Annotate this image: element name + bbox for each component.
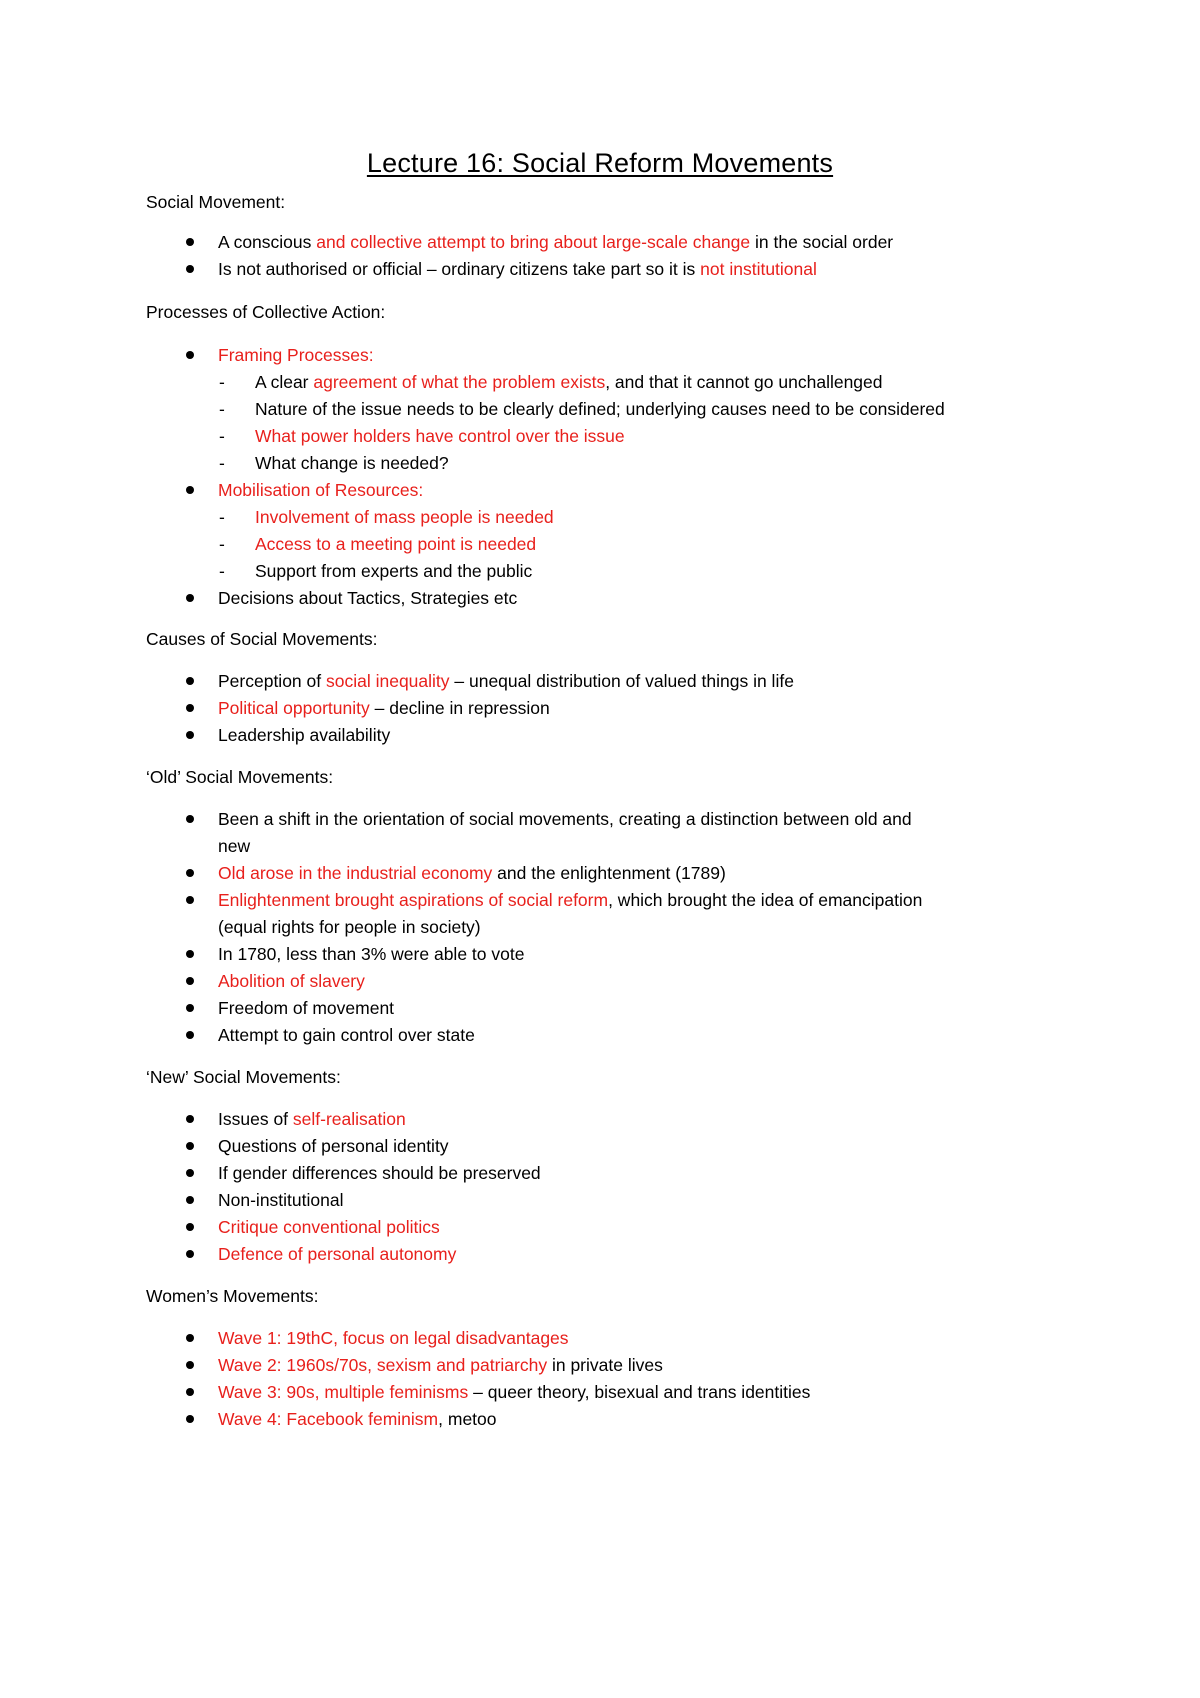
bullet-icon (186, 238, 194, 246)
list-item (218, 1161, 541, 1185)
highlighted-text: Wave 3: 90s, multiple feminisms (218, 1382, 469, 1402)
item-text: , and that it cannot go unchallenged (605, 372, 883, 392)
highlighted-text: and collective attempt to bring about large-scale change (316, 232, 751, 252)
highlighted-text: Defence of personal autonomy (218, 1244, 457, 1264)
list-item (218, 807, 912, 831)
list-item (218, 1353, 663, 1377)
section-heading: ‘Old’ Social Movements: (146, 767, 334, 787)
bullet-icon (186, 977, 194, 985)
bullet-icon (186, 1334, 194, 1342)
bullet-icon (186, 1361, 194, 1369)
section-heading: Causes of Social Movements: (146, 629, 378, 649)
list-item (218, 1380, 810, 1404)
item-text: A clear (255, 372, 314, 392)
dash-marker: - (219, 426, 225, 446)
highlighted-text: Wave 2: 1960s/70s, sexism and patriarchy (218, 1355, 548, 1375)
section-heading: Social Movement: (146, 192, 286, 212)
item-text: in private lives (547, 1355, 663, 1375)
list-item (255, 505, 554, 529)
highlighted-text: self-realisation (292, 1109, 406, 1129)
highlighted-text: Mobilisation of Resources: (218, 480, 424, 500)
list-item (218, 696, 550, 720)
dash-marker: - (219, 507, 225, 527)
highlighted-text: agreement of what the problem exists (313, 372, 606, 392)
section-heading: Processes of Collective Action: (146, 302, 386, 322)
list-item (218, 478, 423, 502)
bullet-icon (186, 1415, 194, 1423)
bullet-icon (186, 896, 194, 904)
item-text: and the enlightenment (1789) (492, 863, 726, 883)
item-text: – decline in repression (369, 698, 550, 718)
list-item (218, 257, 817, 281)
list-item (218, 1107, 406, 1131)
item-text: Freedom of movement (218, 998, 395, 1018)
dash-marker: - (219, 534, 225, 554)
bullet-icon (186, 1115, 194, 1123)
list-item (218, 1215, 440, 1239)
bullet-icon (186, 1388, 194, 1396)
highlighted-text: Critique conventional politics (218, 1217, 440, 1237)
item-text: new (218, 836, 251, 856)
highlighted-text: Access to a meeting point is needed (255, 534, 537, 554)
item-text: What change is needed? (255, 453, 449, 473)
bullet-icon (186, 950, 194, 958)
item-text: (equal rights for people in society) (218, 917, 481, 937)
dash-marker: - (219, 561, 225, 581)
list-item (255, 424, 625, 448)
item-text: Non-institutional (218, 1190, 344, 1210)
dash-marker: - (219, 372, 225, 392)
bullet-icon (186, 1142, 194, 1150)
item-text: If gender differences should be preserved (218, 1163, 541, 1183)
list-item (218, 1242, 456, 1266)
item-text: Decisions about Tactics, Strategies etc (218, 588, 518, 608)
item-text: Questions of personal identity (218, 1136, 449, 1156)
list-item (218, 723, 390, 747)
item-text: Nature of the issue needs to be clearly defined; underlying causes need to be considered (255, 399, 945, 419)
highlighted-text: social inequality (325, 671, 450, 691)
bullet-icon (186, 815, 194, 823)
highlighted-text: Wave 1: 19thC, focus on legal disadvantages (218, 1328, 569, 1348)
section-heading: Women’s Movements: (146, 1286, 319, 1306)
highlighted-text: not institutional (700, 259, 817, 279)
list-item (218, 1188, 343, 1212)
list-item (218, 1326, 569, 1350)
item-text: – queer theory, bisexual and trans identities (468, 1382, 811, 1402)
highlighted-text: Abolition of slavery (218, 971, 365, 991)
item-text: , metoo (438, 1409, 497, 1429)
item-text: in the social order (750, 232, 894, 252)
bullet-icon (186, 704, 194, 712)
highlighted-text: What power holders have control over the issue (255, 426, 625, 446)
bullet-icon (186, 351, 194, 359)
list-item (218, 1134, 449, 1158)
section-heading: ‘New’ Social Movements: (146, 1067, 341, 1087)
bullet-icon (186, 265, 194, 273)
list-item (218, 861, 726, 885)
item-text: , which brought the idea of emancipation (608, 890, 923, 910)
bullet-icon (186, 1223, 194, 1231)
list-item (255, 532, 536, 556)
list-item (218, 942, 524, 966)
item-text: In 1780, less than 3% were able to vote (218, 944, 525, 964)
bullet-icon (186, 486, 194, 494)
highlighted-text: Old arose in the industrial economy (218, 863, 493, 883)
list-item (255, 559, 532, 583)
list-item (218, 669, 794, 693)
list-item (218, 834, 250, 858)
item-text: Is not authorised or official – ordinary citizens take part so it is (218, 259, 701, 279)
list-item (218, 915, 481, 939)
item-text: – unequal distribution of valued things in life (449, 671, 794, 691)
bullet-icon (186, 731, 194, 739)
bullet-icon (186, 677, 194, 685)
item-text: Been a shift in the orientation of social movements, creating a distinction between old and (218, 809, 912, 829)
item-text: A conscious (218, 232, 317, 252)
bullet-icon (186, 1196, 194, 1204)
bullet-icon (186, 1250, 194, 1258)
list-item (218, 996, 394, 1020)
item-text: Perception of (218, 671, 326, 691)
item-text: Support from experts and the public (255, 561, 533, 581)
dash-marker: - (219, 453, 225, 473)
bullet-icon (186, 594, 194, 602)
list-item (255, 397, 945, 421)
bullet-icon (186, 869, 194, 877)
list-item (218, 230, 893, 254)
list-item (218, 586, 517, 610)
highlighted-text: Wave 4: Facebook feminism (218, 1409, 439, 1429)
list-item (218, 1407, 497, 1431)
bullet-icon (186, 1031, 194, 1039)
list-item (255, 451, 449, 475)
list-item (218, 343, 374, 367)
item-text: Attempt to gain control over state (218, 1025, 475, 1045)
list-item (255, 370, 883, 394)
highlighted-text: Involvement of mass people is needed (255, 507, 554, 527)
highlighted-text: Enlightenment brought aspirations of social reform (218, 890, 609, 910)
item-text: Leadership availability (218, 725, 391, 745)
item-text: Issues of (218, 1109, 293, 1129)
highlighted-text: Framing Processes: (218, 345, 374, 365)
bullet-icon (186, 1004, 194, 1012)
list-item (218, 1023, 475, 1047)
bullet-icon (186, 1169, 194, 1177)
list-item (218, 888, 922, 912)
page-title: Lecture 16: Social Reform Movements (366, 148, 834, 178)
highlighted-text: Political opportunity (218, 698, 370, 718)
dash-marker: - (219, 399, 225, 419)
list-item (218, 969, 365, 993)
